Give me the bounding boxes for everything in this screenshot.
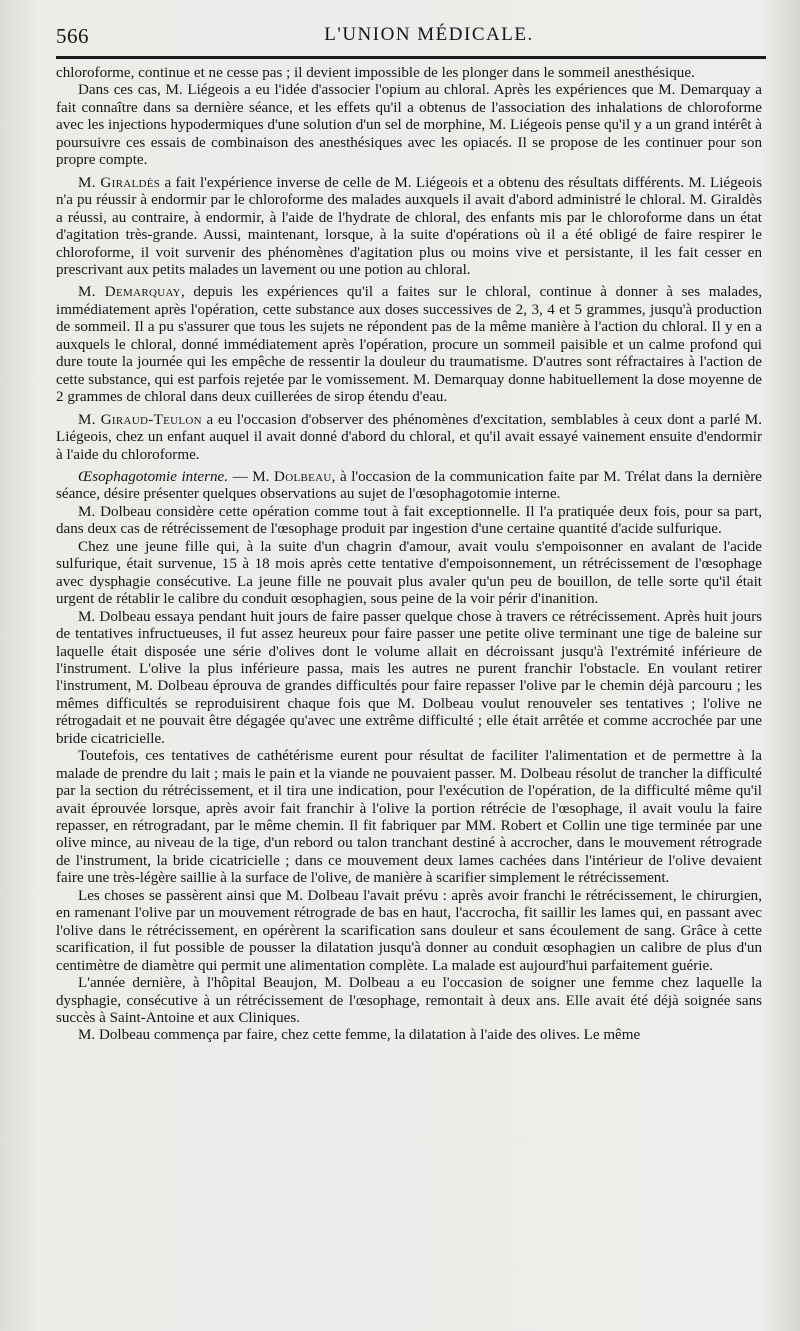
speaker-name: M. Giraldès: [78, 174, 161, 191]
speaker-name: Dolbeau: [274, 468, 332, 485]
article-body: [56, 65, 762, 1045]
paragraph: [56, 412, 762, 464]
paragraph-text: Dans ces cas, M. Liégeois a eu l'idée d'associer l'opium au chloral. Après les expériences que M. Demarquay a fait connaître dans sa dernière séance, et les effets qu'il a obtenus de l'association des inhalations de chloroforme avec les injections hypodermiques d'une solution d'un sel de morphine, M. Liégeois pense qu'il y a un grand intérêt à poursuivre ces essais de combinaison des anesthésiques avec les opiacés. Il se propose de les continuer pour son propre compte.: [56, 82, 762, 169]
paragraph: [56, 539, 762, 609]
paragraph: [56, 82, 762, 169]
paragraph-text: , à l'occasion de la communication faite par M. Trélat dans la dernière séance, désire présenter quelques observations au sujet de l'œsophagotomie interne.: [56, 468, 763, 503]
speaker-name: M. Giraud-Teulon: [78, 411, 202, 428]
journal-title: L'UNION MÉDICALE.: [324, 24, 534, 45]
paragraph: [56, 284, 762, 406]
running-head: [56, 12, 762, 48]
paragraph-text: chloroforme, continue et ne cesse pas ; il devient impossible de les plonger dans le sommeil anesthésique.: [56, 65, 695, 81]
paragraph-text: Toutefois, ces tentatives de cathétérisme eurent pour résultat de faciliter l'alimentation et de permettre à la malade de prendre du lait ; mais le pain et la viande ne pouvaient passer. M. Dolbeau résolut de trancher la difficulté par la section du rétrécissement, et il tira une indication, pour l'exécution de l'opération, de la difficulté même qu'il avait éprouvée lorsque, après avoir fait franchir à l'olive la portion rétrécie de l'œsophage, il avait voulu la faire repasser, en rétrogradant, par le même chemin. Il fit fabriquer par MM. Robert et Collin une tige terminée par une olive mince, au niveau de la tige, d'un rebord ou talon tranchant destiné à accrocher, dans le mouvement rétrograde de l'instrument, la bride cicatricielle ; dans ce mouvement deux lames cachées dans l'intérieur de l'olive devaient faire une très-légère saillie à la surface de l'olive, de manière à scarifier simplement le rétrécissement.: [56, 748, 762, 887]
speaker-name: M. Demarquay: [78, 284, 181, 301]
paragraph-text: M. Dolbeau essaya pendant huit jours de faire passer quelque chose à travers ce rétrécissement. Après huit jours de tentatives infructueuses, il fut assez heureux pour faire passer une petite olive terminant une tige de baleine sur laquelle était disposée une série d'olives dont le volume allait en décroissant jusqu'à l'extrémité inférieure de l'instrument. L'olive la plus inférieure passa, mais les autres ne purent franchir l'obstacle. En voulant retirer l'instrument, M. Dolbeau éprouva de grandes difficultés pour faire repasser l'olive par le chemin déjà parcouru ; les mêmes difficultés se reproduisirent chaque fois que M. Dolbeau voulut renouveler ses tentatives ; l'olive ne rétrogadait et ne pouvait être dégagée qu'avec une extrême difficulté ; elle était arrêtée et comme accrochée par une bride cicatricielle.: [56, 608, 762, 747]
paragraph-text: a fait l'expérience inverse de celle de M. Liégeois et a obtenu des résultats différents. M. Liégeois n'a pu réussir à endormir par le chloroforme des malades auxquels il avait d'abord administré le chloral. M. Giraldès a réussi, au contraire, à endormir, à l'aide de l'hydrate de chloral, des enfants mis par le chloroforme dans un état d'agitation très-grande. Aussi, maintenant, lorsque, à la suite d'opérations où il a été obligé de faire respirer le chloroforme, il voit survenir des phénomènes d'agitation plus ou moins vive et persistante, il les fait cesser en prescrivant aux petits malades un lavement ou une potion au chloral.: [56, 174, 762, 278]
paragraph: [56, 469, 762, 504]
paragraph-text: Les choses se passèrent ainsi que M. Dolbeau l'avait prévu : après avoir franchi le rétrécissement, le chirurgien, en ramenant l'olive par un mouvement rétrograde de bas en haut, l'accrocha, fit saillir les lames qui, en passant avec l'olive dans le rétrécissement, en opérèrent la scarification sans douleur et sans écoulement de sang. Grâce à cette scarification, il fut possible de pousser la dilatation jusqu'à donner au conduit œsophagien un calibre de plus d'un centimètre de diamètre qui permit une alimentation complète. La malade est aujourd'hui parfaitement guérie.: [56, 887, 762, 974]
paragraph: [56, 504, 762, 539]
paragraph-text: Chez une jeune fille qui, à la suite d'un chagrin d'amour, avait voulu s'empoisonner en avalant de l'acide sulfurique, était survenue, 15 à 18 mois après cette tentative d'empoisonnement, un rétrécissement de l'œsophage avec dysphagie consécutive. La jeune fille ne pouvait plus avaler qu'un peu de bouillon, de telle sorte qu'il était urgent de rétablir le calibre du conduit œsophagien, sous peine de la voir périr d'inanition.: [56, 538, 762, 608]
page-number: 566: [56, 24, 89, 48]
paragraph: [56, 65, 762, 82]
paragraph: [56, 748, 762, 888]
paragraph-text: M. Dolbeau considère cette opération comme tout à fait exceptionnelle. Il l'a pratiquée deux fois, pour sa part, dans deux cas de rétrécissement de l'œsophage produit par ingestion d'une certaine quantité d'acide sulfurique.: [56, 503, 762, 538]
paragraph: [56, 609, 762, 749]
paragraph-text: , depuis les expériences qu'il a faites sur le chloral, continue à donner à ses malades, immédiatement après l'opération, cette substance aux doses successives de 2, 3, 4 et 5 grammes, jusqu'à production de sommeil. Il a pu s'assurer que tous les sujets ne répondent pas de la même manière à l'action du chloral. Il y en a auxquels le chloral, donné immédiatement après l'opération, procure un sommeil paisible et un calme profond qui dure toute la journée qui les empêche de ressentir la douleur du traumatisme. D'autres sont réfractaires à l'action de cette substance, qui est parfois rejetée par le vomissement. M. Demarquay donne habituellement la dose moyenne de 2 grammes de chloral dans deux cuillerées de sirop étendu d'eau.: [56, 284, 763, 406]
section-title: Œsophagotomie interne.: [78, 468, 229, 485]
paragraph-text: M. Dolbeau commença par faire, chez cette femme, la dilatation à l'aide des olives. Le même: [78, 1027, 641, 1044]
paragraph: [56, 175, 762, 280]
section-lead: — M.: [228, 468, 274, 485]
header-rule: [56, 56, 766, 59]
paragraph: [56, 975, 762, 1027]
paragraph: [56, 1027, 762, 1044]
paragraph-text: L'année dernière, à l'hôpital Beaujon, M. Dolbeau a eu l'occasion de soigner une femme chez laquelle la dysphagie, consécutive à un rétrécissement de l'œsophage, remontait à deux ans. Elle avait été déjà soignée sans succès à Saint-Antoine et aux Cliniques.: [56, 975, 762, 1027]
paragraph: [56, 888, 762, 975]
paragraph-text: a eu l'occasion d'observer des phénomènes d'excitation, semblables à ceux dont a parlé M. Liégeois, chez un enfant auquel il avait donné d'abord du chloral, et qu'il avait essayé vainement ensuite d'endormir à l'aide du chloroforme.: [56, 411, 763, 463]
